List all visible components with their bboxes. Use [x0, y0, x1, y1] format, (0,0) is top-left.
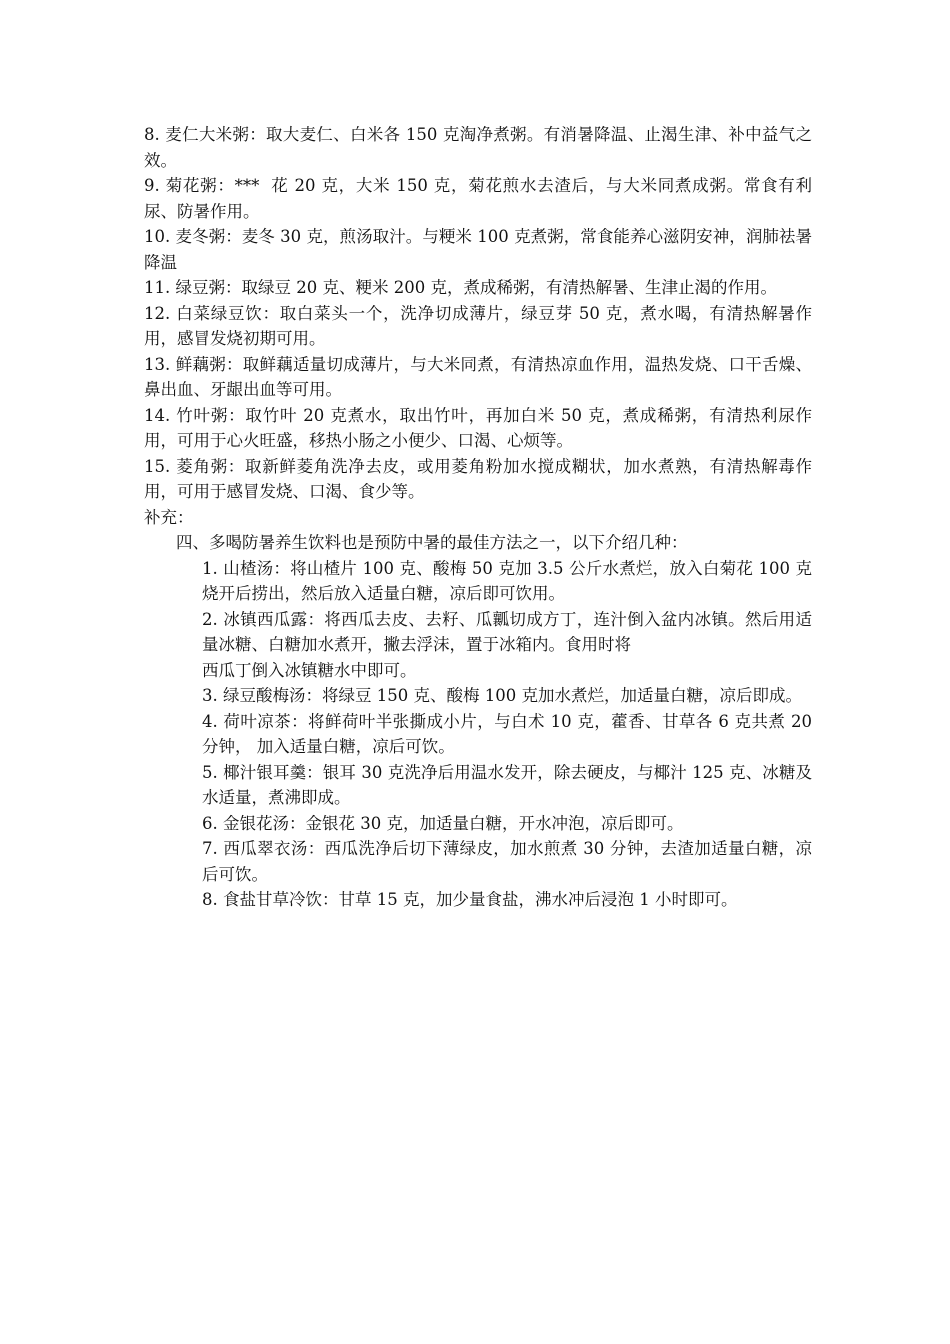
- porridge-item: 12. 白菜绿豆饮：取白菜头一个，洗净切成薄片，绿豆芽 50 克，煮水喝，有清热解暑作用，感冒发烧初期可用。: [144, 303, 812, 348]
- document-page: [144, 122, 818, 913]
- porridge-item: 11. 绿豆粥：取绿豆 20 克、粳米 200 克，煮成稀粥，有清热解暑、生津止渴的作用。: [144, 278, 777, 297]
- porridge-item: 8. 麦仁大米粥：取大麦仁、白米各 150 克淘净煮粥。有消暑降温、止渴生津、补中益气之效。: [144, 125, 812, 170]
- drink-item: 8. 食盐甘草冷饮：甘草 15 克，加少量食盐，沸水冲后浸泡 1 小时即可。: [202, 890, 738, 909]
- porridge-list: [144, 122, 812, 505]
- drink-item: 7. 西瓜翠衣汤：西瓜洗净后切下薄绿皮，加水煎煮 30 分钟，去渣加适量白糖，凉后可饮。: [202, 839, 812, 884]
- drink-item: 2. 冰镇西瓜露：将西瓜去皮、去籽、瓜瓤切成方丁，连汁倒入盆内冰镇。然后用适量冰糖、白糖加水煮开，撇去浮沫，置于冰箱内。食用时将 西瓜丁倒入冰镇糖水中即可。: [202, 609, 812, 680]
- drink-item: 4. 荷叶凉茶：将鲜荷叶半张撕成小片，与白术 10 克，藿香、甘草各 6 克共煮 20 分钟， 加入适量白糖，凉后可饮。: [202, 711, 818, 756]
- drink-item: 5. 椰汁银耳羹：银耳 30 克洗净后用温水发开，除去硬皮，与椰汁 125 克、冰糖及水适量，煮沸即成。: [202, 762, 812, 807]
- drinks-list: [202, 556, 818, 913]
- porridge-item: 10. 麦冬粥：麦冬 30 克，煎汤取汁。与粳米 100 克煮粥，常食能养心滋阴安神，润肺祛暑降温: [144, 227, 812, 272]
- drinks-section-heading: 四、多喝防暑养生饮料也是预防中暑的最佳方法之一，以下介绍几种：: [176, 533, 688, 552]
- porridge-item: 14. 竹叶粥：取竹叶 20 克煮水，取出竹叶，再加白米 50 克，煮成稀粥，有清热利尿作用，可用于心火旺盛，移热小肠之小便少、口渴、心烦等。: [144, 405, 812, 450]
- porridge-item: 9. 菊花粥：*** 花 20 克，大米 150 克，菊花煎水去渣后，与大米同煮成粥。常食有利尿、防暑作用。: [144, 176, 812, 221]
- drink-item: 6. 金银花汤：金银花 30 克，加适量白糖，开水冲泡，凉后即可。: [202, 813, 684, 833]
- porridge-item: 15. 菱角粥：取新鲜菱角洗净去皮，或用菱角粉加水搅成糊状，加水煮熟，有清热解毒作用，可用于感冒发烧、口渴、食少等。: [144, 456, 812, 501]
- drink-item: 3. 绿豆酸梅汤：将绿豆 150 克、酸梅 100 克加水煮烂，加适量白糖，凉后即成。: [202, 686, 802, 705]
- porridge-item: 13. 鲜藕粥：取鲜藕适量切成薄片，与大米同煮，有清热凉血作用，温热发烧、口干舌燥、鼻出血、牙龈出血等可用。: [144, 354, 812, 399]
- supplement-label: 补充：: [144, 507, 194, 527]
- drink-item: 1. 山楂汤：将山楂片 100 克、酸梅 50 克加 3.5 公斤水煮烂，放入白菊花 100 克烧开后捞出，然后放入适量白糖，凉后即可饮用。: [202, 558, 812, 603]
